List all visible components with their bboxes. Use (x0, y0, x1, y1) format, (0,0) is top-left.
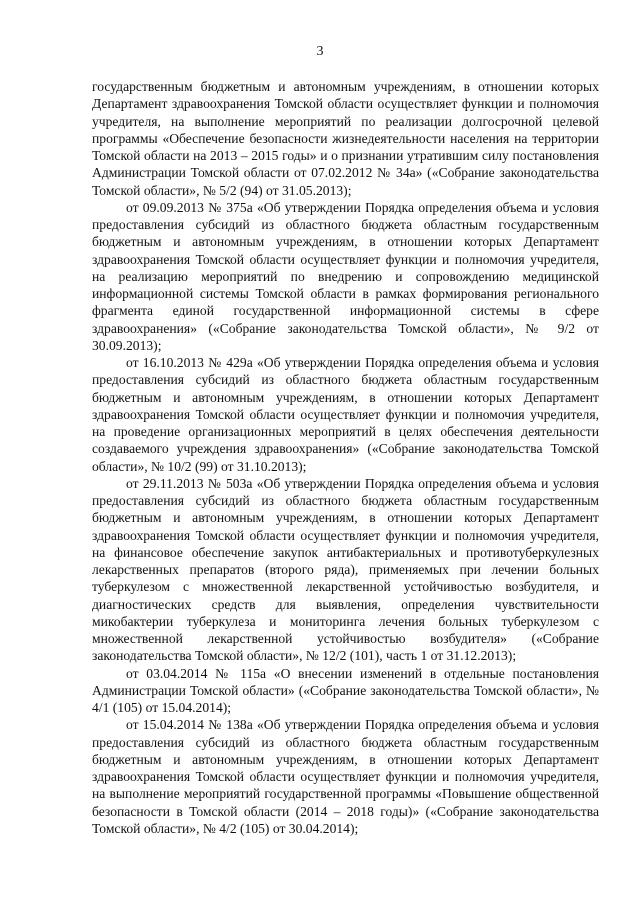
paragraph-decree-503a: от 29.11.2013 № 503а «Об утверждении Порядка определения объема и условия предоставления субсидий из областного бюджета областным государственным бюджетным и автономным учреждениям, в отношении которых Департамент здравоохранения Томской области осуществляет функции и полномочия учредителя, на финансовое обеспечение закупок антибактериальных и противотуберкулезных лекарственных препаратов (второго ряда), применяемых при лечении больных туберкулезом с множественной лекарственной устойчивостью возбудителя, и диагностических средств для выявления, определения чувствительности микобактерии туберкулеза и мониторинга лечения больных туберкулезом с множественной лекарственной устойчивостью возбудителя» («Собрание законодательства Томской области», № 12/2 (101), часть 1 от 31.12.2013); (92, 475, 599, 664)
paragraph-decree-429a: от 16.10.2013 № 429а «Об утверждении Порядка определения объема и условия предоставления субсидий из областного бюджета областным государственным бюджетным и автономным учреждениям, в отношении которых Департамент здравоохранения Томской области осуществляет функции и полномочия учредителя, на проведение организационных мероприятий в целях обеспечения деятельности создаваемого учреждения здравоохранения» («Собрание законодательства Томской области», № 10/2 (99) от 31.10.2013); (92, 355, 599, 474)
page-number: 3 (316, 44, 324, 59)
document-body (92, 78, 599, 837)
paragraph-decree-115a: от 03.04.2014 № 115а «О внесении изменений в отдельные постановления Администрации Томской области» («Собрание законодательства Томской области», № 4/1 (105) от 15.04.2014); (92, 665, 599, 715)
paragraph-decree-375a: от 09.09.2013 № 375а «Об утверждении Порядка определения объема и условия предоставления субсидий из областного бюджета областным государственным бюджетным и автономным учреждениям, в отношении которых Департамент здравоохранения Томской области осуществляет функции и полномочия учредителя, на реализацию мероприятий по внедрению и сопровождению медицинской информационной системы Томской области в рамках формирования регионального фрагмента единой государственной информационной системы в сфере здравоохранения» («Собрание законодательства Томской области», № 9/2 от 30.09.2013); (92, 199, 599, 353)
paragraph-continuation: государственным бюджетным и автономным учреждениям, в отношении которых Департамент здравоохранения Томской области осуществляет функции и полномочия учредителя, на выполнение мероприятий по реализации долгосрочной целевой программы «Обеспечение безопасности жизнедеятельности населения на территории Томской области на 2013 – 2015 годы» и о признании утратившим силу постановления Администрации Томской области от 07.02.2012 № 34а» («Собрание законодательства Томской области», № 5/2 (94) от 31.05.2013); (92, 79, 599, 198)
paragraph-decree-138a: от 15.04.2014 № 138а «Об утверждении Порядка определения объема и условия предоставления субсидий из областного бюджета областным государственным бюджетным и автономным учреждениям, в отношении которых Департамент здравоохранения Томской области осуществляет функции и полномочия учредителя, на выполнение мероприятий государственной программы «Повышение общественной безопасности в Томской области (2014 – 2018 годы)» («Собрание законодательства Томской области», № 4/2 (105) от 30.04.2014); (92, 717, 599, 836)
